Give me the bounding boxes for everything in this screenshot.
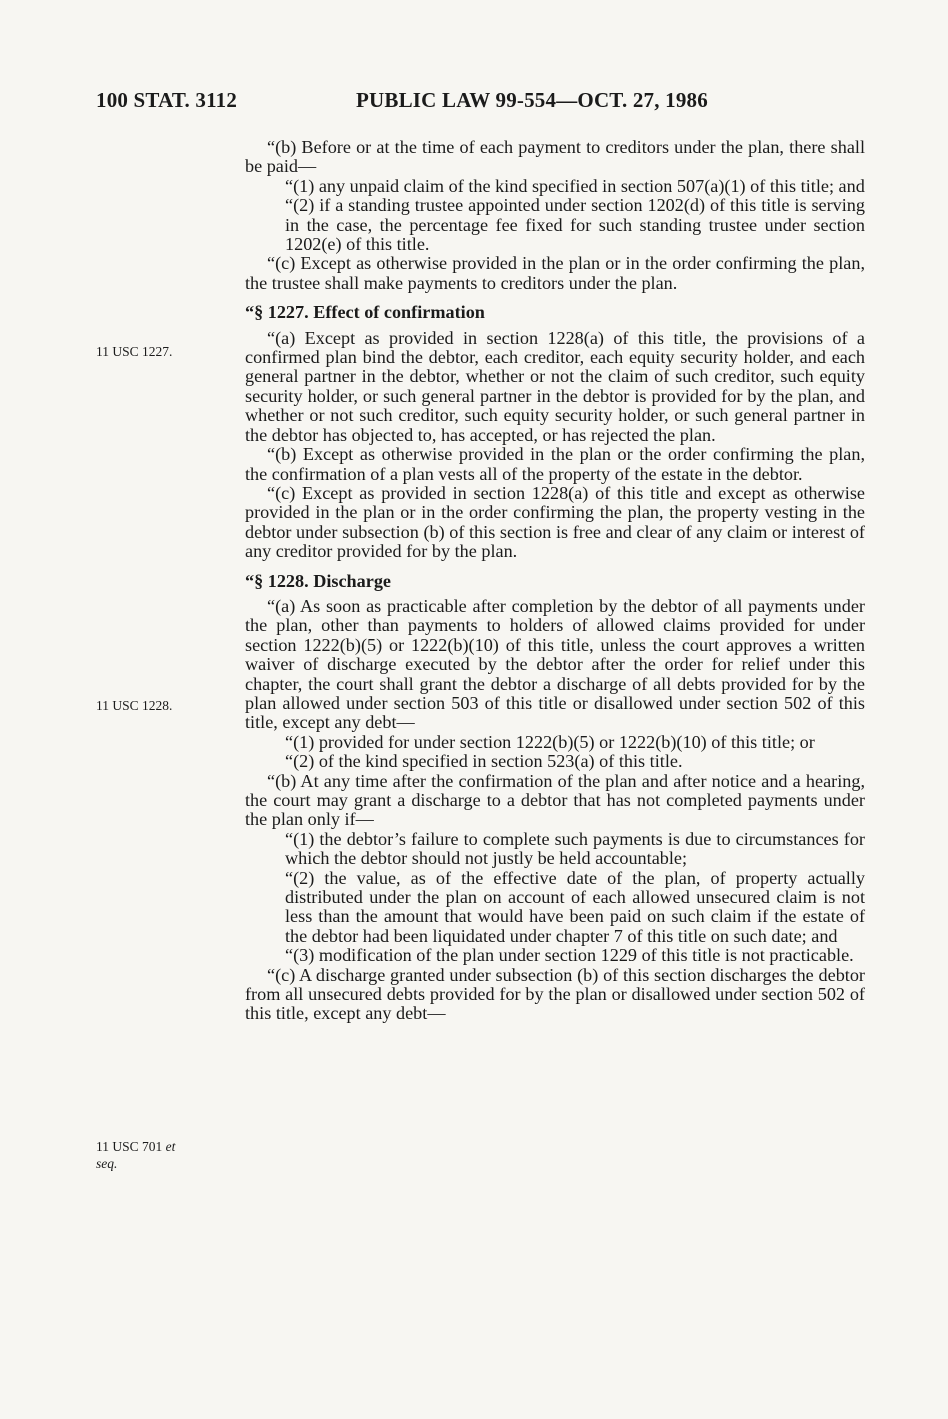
paragraph-1228-a: “(a) As soon as practicable after completion by the debtor of all payments under the plan, other than payments to holders of allowed claims provided for under section 1222(b)(5) or 1222(b)(10) of this title, unless the court approves a written waiver of discharge executed by the debtor after the order for relief under this chapter, the court shall grant the debtor a discharge of all debts provided for by the plan allowed under section 503 of this title or disallowed under section 502 of this title, except any debt— — [245, 595, 865, 733]
margin-note-usc-1227: 11 USC 1227. — [96, 344, 173, 359]
paragraph-1228-b-3: “(3) modification of the plan under section 1229 of this title is not practicable. — [285, 945, 854, 966]
paragraph-1226-c: “(c) Except as otherwise provided in the plan or in the order confirming the plan, the trustee shall make payments to creditors under the plan. — [245, 253, 865, 293]
paragraph-1228-b: “(b) At any time after the confirmation of the plan and after notice and a hearing, the court may grant a discharge to a debtor that has not completed payments under the plan only if— — [245, 770, 865, 830]
paragraph-1226-b-2: “(2) if a standing trustee appointed under section 1202(d) of this title is serving in the case, the percentage fee fixed for such standing trustee under section 1202(e) of this title. — [285, 195, 865, 255]
margin-note-usc-701-cite: 11 USC 701 — [96, 1139, 163, 1154]
public-law-title: PUBLIC LAW 99-554—OCT. 27, 1986 — [356, 88, 708, 112]
margin-note-usc-1228: 11 USC 1228. — [96, 698, 173, 713]
paragraph-1227-c: “(c) Except as provided in section 1228(a) of this title and except as otherwise provided in the plan or in the order confirming the plan, the property vesting in the debtor under subsection (b) of this section is free and clear of any claim or interest of any creditor provided for by the plan. — [245, 482, 865, 562]
paragraph-1228-c: “(c) A discharge granted under subsection (b) of this section discharges the debtor from all unsecured debts provided for by the plan or disallowed under section 502 of this title, except any debt— — [245, 964, 865, 1024]
margin-note-usc-701-seq: seq. — [96, 1156, 118, 1171]
paragraph-1228-b-1: “(1) the debtor’s failure to complete such payments is due to circumstances for which the debtor should not justly be held accountable; — [285, 828, 865, 869]
paragraph-1228-a-1: “(1) provided for under section 1222(b)(5) or 1222(b)(10) of this title; or — [285, 731, 815, 752]
margin-note-usc-701-et: et — [165, 1139, 176, 1154]
statute-body — [245, 138, 865, 1024]
margin-note-usc-701 — [96, 1138, 175, 1172]
paragraph-1226-b: “(b) Before or at the time of each payment to creditors under the plan, there shall be paid— — [245, 137, 865, 177]
section-heading-1227: “§ 1227. Effect of confirmation — [245, 302, 485, 323]
section-heading-1228: “§ 1228. Discharge — [245, 570, 391, 591]
stat-page-number: 100 STAT. 3112 — [96, 88, 238, 112]
paragraph-1228-a-2: “(2) of the kind specified in section 523(a) of this title. — [285, 751, 683, 772]
paragraph-1227-a: “(a) Except as provided in section 1228(a) of this title, the provisions of a confirmed plan bind the debtor, each creditor, each equity security holder, and each general partner in the debtor, whether or not the claim of such creditor, such equity security holder, or such general partner in the debtor is provided for by the plan, and whether or not such creditor, such equity security holder, or such general partner in the debtor has objected to, has accepted, or has rejected the plan. — [245, 327, 865, 445]
paragraph-1228-b-2: “(2) the value, as of the effective date of the plan, of property actually distributed under the plan on account of each allowed unsecured claim is not less than the amount that would have been paid on such claim if the estate of the debtor had been liquidated under chapter 7 of this title on such date; and — [285, 867, 865, 946]
paragraph-1226-b-1: “(1) any unpaid claim of the kind specified in section 507(a)(1) of this title; and — [285, 175, 865, 196]
page-header — [96, 88, 856, 118]
paragraph-1227-b: “(b) Except as otherwise provided in the plan or the order confirming the plan, the confirmation of a plan vests all of the property of the estate in the debtor. — [245, 444, 865, 484]
